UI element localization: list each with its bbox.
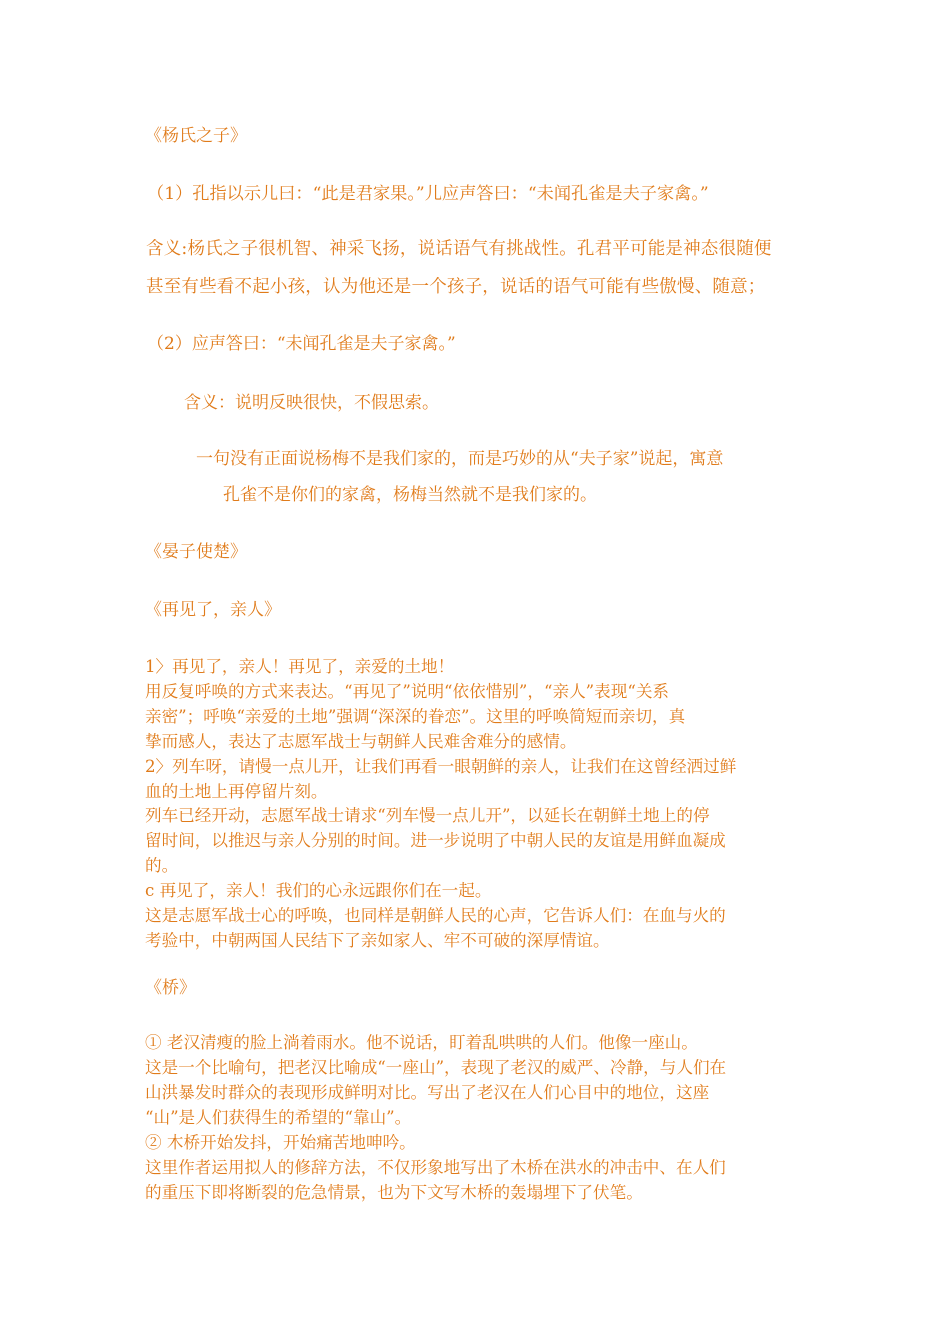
- zaijian-line: 这是志愿军战士心的呼唤，也同样是朝鲜人民的心声，它告诉人们：在血与火的: [145, 906, 726, 925]
- qiao-line: 这里作者运用拟人的修辞方法，不仅形象地写出了木桥在洪水的冲击中、在人们: [145, 1158, 726, 1177]
- zaijian-line: 1〉再见了，亲人！再见了，亲爱的土地！: [145, 657, 455, 676]
- qiao-line: ① 老汉清瘦的脸上淌着雨水。他不说话，盯着乱哄哄的人们。他像一座山。: [145, 1033, 698, 1052]
- qiao-line: 山洪暴发时群众的表现形成鲜明对比。写出了老汉在人们心目中的地位，这座: [145, 1083, 710, 1102]
- qiao-line: 这是一个比喻句，把老汉比喻成“一座山”，表现了老汉的威严、冷静，与人们在: [145, 1058, 727, 1077]
- zaijian-line: 用反复呼唤的方式来表达。“再见了”说明“依依惜别”，“亲人”表现“关系: [145, 682, 670, 701]
- yang-note-line-1: 一句没有正面说杨梅不是我们家的，而是巧妙的从“夫子家”说起，寓意: [196, 449, 724, 469]
- zaijian-line: 2〉列车呀，请慢一点儿开，让我们再看一眼朝鲜的亲人，让我们在这曾经洒过鲜: [145, 757, 737, 776]
- zaijian-line: 血的土地上再停留片刻。: [145, 782, 328, 801]
- yang-meaning-1-line-2: 甚至有些看不起小孩，认为他还是一个孩子，说话的语气可能有些傲慢、随意；: [146, 277, 766, 297]
- yang-item-1: （1）孔指以示儿曰：“此是君家果。”儿应声答曰：“未闻孔雀是夫子家禽。”: [147, 184, 709, 204]
- yang-meaning-2: 含义：说明反映很快，不假思索。: [184, 393, 439, 413]
- qiao-line: ② 木桥开始发抖，开始痛苦地呻吟。: [145, 1133, 416, 1152]
- section-title-yanzi: 《晏子使楚》: [145, 542, 247, 562]
- zaijian-line: 留时间，以推迟与亲人分别的时间。进一步说明了中朝人民的友谊是用鲜血凝成: [145, 831, 726, 850]
- section-title-qiao: 《桥》: [145, 978, 196, 998]
- zaijian-line: 的。: [145, 856, 179, 875]
- qiao-line: 的重压下即将断裂的危急情景，也为下文写木桥的轰塌埋下了伏笔。: [145, 1183, 643, 1202]
- zaijian-line: 考验中，中朝两国人民结下了亲如家人、牢不可破的深厚情谊。: [145, 931, 610, 950]
- zaijian-line: 亲密”；呼唤“亲爱的土地”强调“深深的眷恋”。这里的呼唤简短而亲切，真: [145, 707, 686, 726]
- yang-meaning-1-line-1: 含义:杨氏之子很机智、神采飞扬，说话语气有挑战性。孔君平可能是神态很随便: [146, 239, 772, 259]
- qiao-line: “山”是人们获得生的希望的“靠山”。: [145, 1108, 412, 1127]
- section-title-yang: 《杨氏之子》: [145, 126, 247, 146]
- yang-note-line-2: 孔雀不是你们的家禽，杨梅当然就不是我们家的。: [223, 485, 597, 505]
- section-title-zaijian: 《再见了，亲人》: [145, 600, 281, 620]
- zaijian-line: 列车已经开动，志愿军战士请求“列车慢一点儿开”，以延长在朝鲜土地上的停: [145, 806, 710, 825]
- zaijian-line: c 再见了，亲人！我们的心永远跟你们在一起。: [145, 881, 492, 900]
- yang-item-2: （2）应声答曰：“未闻孔雀是夫子家禽。”: [147, 334, 456, 354]
- zaijian-line: 挚而感人，表达了志愿军战士与朝鲜人民难舍难分的感情。: [145, 732, 577, 751]
